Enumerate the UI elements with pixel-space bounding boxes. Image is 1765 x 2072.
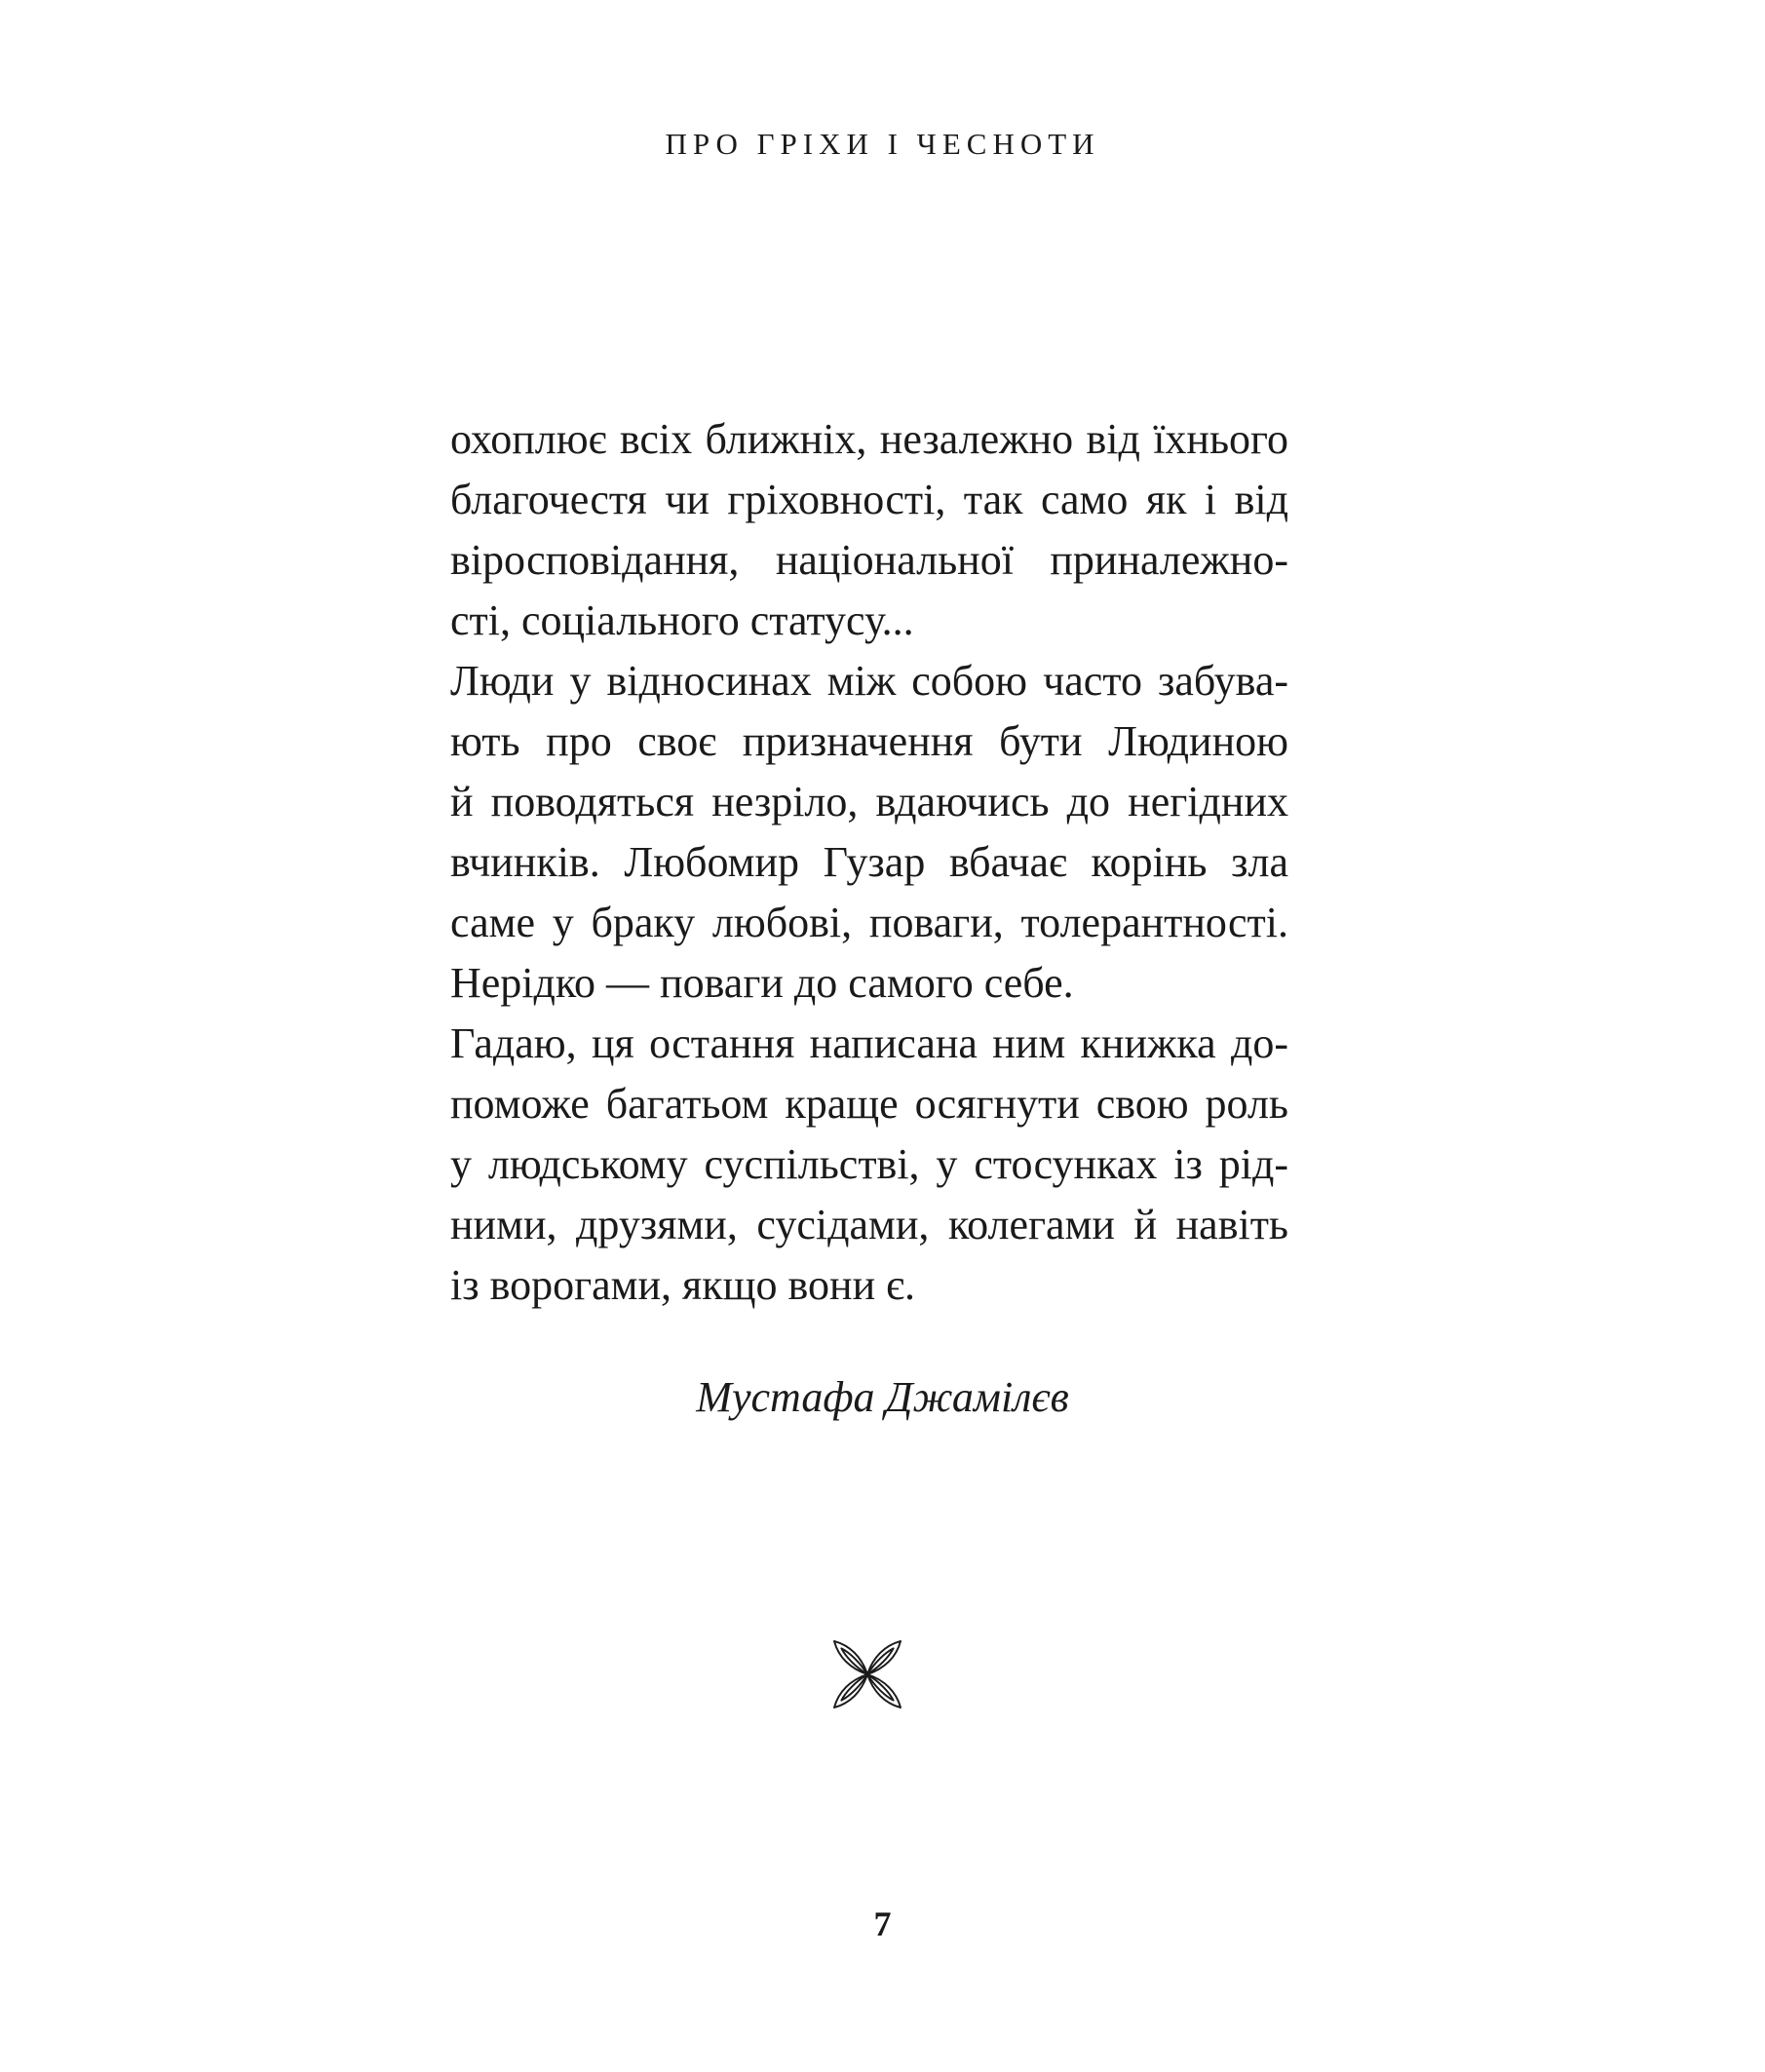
text-line: із ворогами, якщо вони є. <box>450 1261 915 1309</box>
text-line: ними, друзями, сусідами, колегами й навіть <box>450 1201 1288 1248</box>
text-line: Люди у відносинах між собою часто забува- <box>450 657 1288 705</box>
text-line: віросповідання, національної приналежно- <box>450 536 1288 584</box>
body-text <box>450 409 1288 1316</box>
four-petal-ornament-icon <box>831 1638 903 1710</box>
text-line: ють про своє призначення бути Людиною <box>450 717 1288 765</box>
text-line: у людському суспільстві, у стосунках із рід- <box>450 1140 1288 1188</box>
text-line: й поводяться незріло, вдаючись до негідних <box>450 778 1288 825</box>
author-signature: Мустафа Джамілєв <box>696 1373 1069 1421</box>
text-line: Нерідко — поваги до самого себе. <box>450 959 1074 1007</box>
running-header: ПРО ГРІХИ І ЧЕСНОТИ <box>665 127 1100 161</box>
text-line: охоплює всіх ближніх, незалежно від їхнього <box>450 415 1288 463</box>
text-line: вчинків. Любомир Гузар вбачає корінь зла <box>450 838 1288 886</box>
text-line: сті, соціального статусу... <box>450 596 914 644</box>
page-number: 7 <box>873 1904 892 1943</box>
text-line: поможе багатьом краще осягнути свою роль <box>450 1080 1288 1128</box>
text-line: Гадаю, ця остання написана ним книжка до- <box>450 1019 1288 1067</box>
text-line: благочестя чи гріховності, так само як і від <box>450 476 1288 523</box>
text-line: саме у браку любові, поваги, толерантності. <box>450 899 1288 946</box>
